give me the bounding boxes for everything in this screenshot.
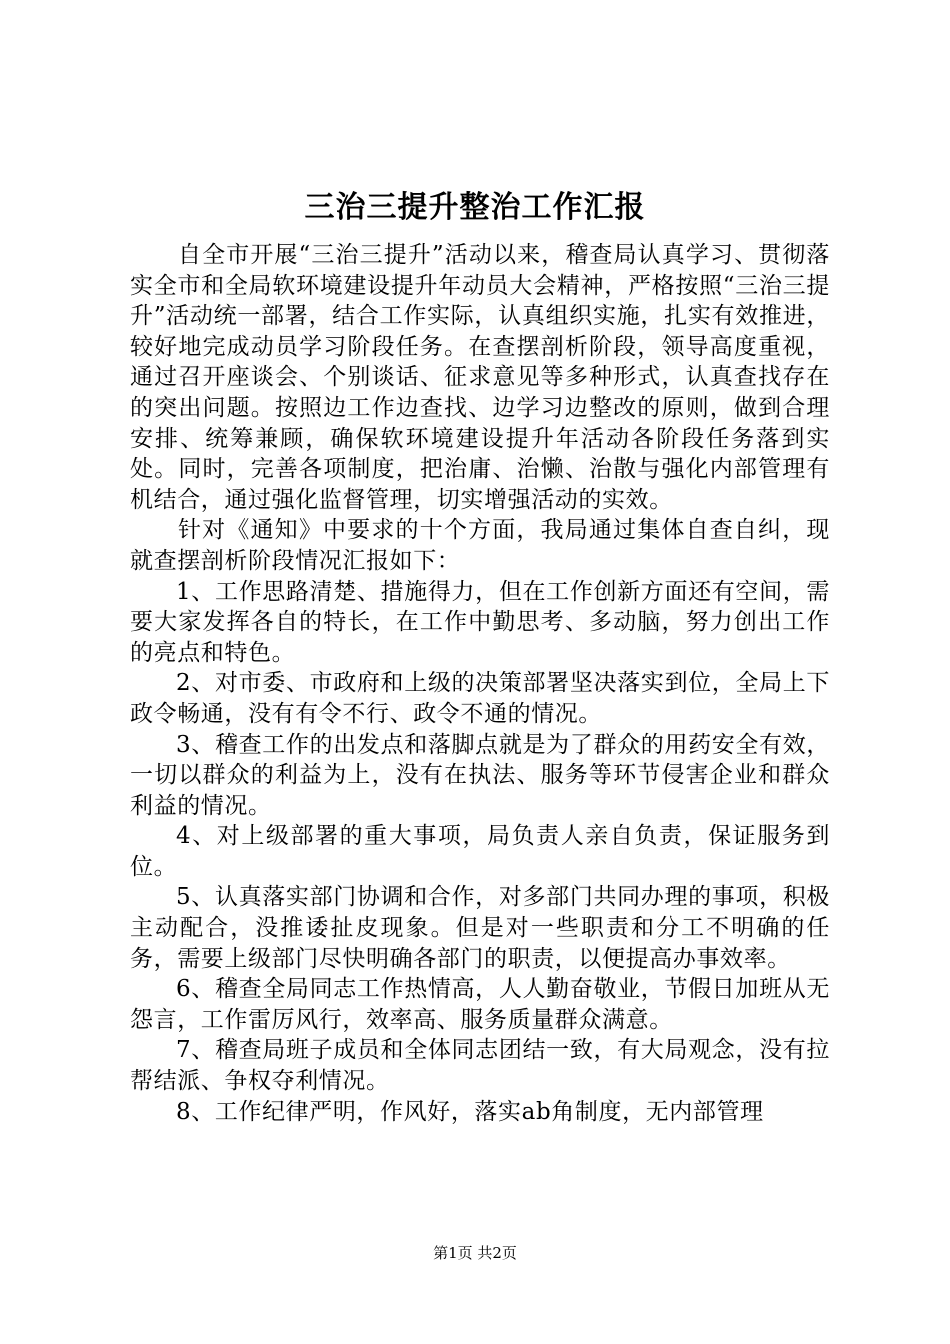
paragraph-intro: 自全市开展“三治三提升”活动以来，稽查局认真学习、贯彻落实全市和全局软环境建设提升年动员大会精神，严格按照“三治三提升”活动统一部署，结合工作实际，认真组织实施，扎实有效推进，较好地完成动员学习阶段任务。在查摆剖析阶段，领导高度重视，通过召开座谈会、个别谈话、征求意见等多种形式，认真查找存在的突出问题。按照边工作边查找、边学习边整改的原则，做到合理安排、统筹兼顾，确保软环境建设提升年活动各阶段任务落到实处。同时，完善各项制度，把治庸、治懒、治散与强化内部管理有机结合，通过强化监督管理，切实增强活动的实效。 — [130, 242, 830, 513]
list-item: 4、对上级部署的重大事项，局负责人亲自负责，保证服务到位。 — [130, 823, 830, 880]
list-item: 5、认真落实部门协调和合作，对多部门共同办理的事项，积极主动配合，没推诿扯皮现象。但是对一些职责和分工不明确的任务，需要上级部门尽快明确各部门的职责，以便提高办事效率。 — [130, 884, 830, 972]
document-title: 三治三提升整治工作汇报 — [304, 190, 646, 225]
paragraph-summary: 针对《通知》中要求的十个方面，我局通过集体自查自纠，现就查摆剖析阶段情况汇报如下： — [130, 517, 830, 574]
page-footer: 第1页 共2页 — [433, 1244, 517, 1262]
document-body — [130, 240, 830, 1127]
list-item: 7、稽查局班子成员和全体同志团结一致，有大局观念，没有拉帮结派、争权夺利情况。 — [130, 1037, 830, 1095]
list-item: 1、工作思路清楚、措施得力，但在工作创新方面还有空间，需要大家发挥各自的特长，在工作中勤思考、多动脑，努力创出工作的亮点和特色。 — [130, 578, 830, 666]
list-item: 8、工作纪律严明，作风好，落实ab角制度，无内部管理 — [176, 1098, 764, 1125]
list-item: 2、对市委、市政府和上级的决策部署坚决落实到位，全局上下政令畅通，没有有令不行、政令不通的情况。 — [130, 670, 830, 727]
list-item: 3、稽查工作的出发点和落脚点就是为了群众的用药安全有效，一切以群众的利益为上，没有在执法、服务等环节侵害企业和群众利益的情况。 — [130, 731, 830, 819]
list-item: 6、稽查全局同志工作热情高，人人勤奋敬业，节假日加班从无怨言，工作雷厉风行，效率高、服务质量群众满意。 — [130, 976, 830, 1033]
